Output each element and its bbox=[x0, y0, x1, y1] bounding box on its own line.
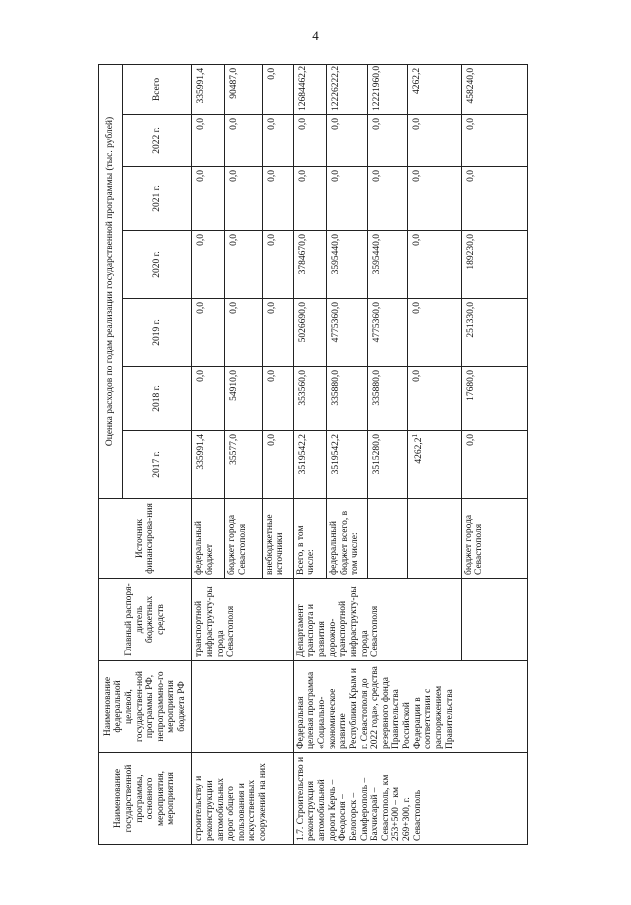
value-cell: 3519542,2 bbox=[326, 431, 367, 499]
value-cell: 335880,0 bbox=[368, 367, 407, 431]
funding-source: внебюджетные источники bbox=[262, 499, 293, 579]
value-cell: 3595440,0 bbox=[326, 231, 367, 299]
value-cell: 0,0 bbox=[326, 115, 367, 167]
value-cell: 0,0 bbox=[192, 299, 225, 367]
rotated-table-container bbox=[98, 65, 528, 845]
value-cell: 4775360,0 bbox=[368, 299, 407, 367]
value-cell: 0,0 bbox=[225, 115, 262, 167]
total-cell: 12226222,2 bbox=[326, 64, 367, 114]
value-cell: 0,0 bbox=[262, 115, 293, 167]
main-manager: транспортной инфраструкту-ры города Севастополя bbox=[192, 579, 294, 661]
table-row bbox=[293, 64, 326, 844]
value-cell: 0,0 bbox=[262, 367, 293, 431]
value-cell: 0,0 bbox=[461, 167, 527, 231]
header-federal-program: Наименование федеральной целевой, государствен-ной программы РФ, непрограммно-го мероприятия бюджета РФ bbox=[99, 661, 192, 753]
value-cell: 0,0 bbox=[407, 367, 461, 431]
value-cell: 17680,0 bbox=[461, 367, 527, 431]
footnote-mark: 1 bbox=[410, 434, 419, 438]
value-cell: 3595440,0 bbox=[368, 231, 407, 299]
value-cell: 0,0 bbox=[225, 167, 262, 231]
value-cell: 0,0 bbox=[407, 299, 461, 367]
item-name: строительству и реконструкции автомобильных дорог общего пользования и искусственных сооружений на них bbox=[192, 753, 294, 845]
value-cell: 0,0 bbox=[368, 167, 407, 231]
value-cell: 5026690,0 bbox=[293, 299, 326, 367]
value-cell: 0,0 bbox=[407, 115, 461, 167]
item-name: 1.7. Строительство и реконструкция автомобильной дороги Керчь – Феодосия – Белогорск – Симферополь – Бахчисарай – Севастополь, км 253+500 – км 269+300, г. Севастополь bbox=[293, 753, 527, 845]
header-year: 2020 г. bbox=[122, 231, 191, 299]
value-cell: 0,0 bbox=[192, 115, 225, 167]
header-main-manager: Главный распоря-дитель бюджетных средств bbox=[99, 579, 192, 661]
main-manager bbox=[461, 579, 527, 661]
value-cell: 4775360,0 bbox=[326, 299, 367, 367]
value-cell: 0,0 bbox=[192, 367, 225, 431]
value-cell: 335991,4 bbox=[192, 431, 225, 499]
value-cell: 189230,0 bbox=[461, 231, 527, 299]
header-row-1 bbox=[99, 64, 123, 844]
value-cell: 0,0 bbox=[368, 115, 407, 167]
value-cell: 0,0 bbox=[407, 231, 461, 299]
value-cell: 4262,2$^1$ bbox=[407, 431, 461, 499]
header-estimate: Оценка расходов по годам реализации государственной программы (тыс. рублей) bbox=[99, 64, 123, 498]
value-cell: 251330,0 bbox=[461, 299, 527, 367]
total-cell: 335991,4 bbox=[192, 64, 225, 114]
value-cell: 35577,0 bbox=[225, 431, 262, 499]
value-cell: 3784670,0 bbox=[293, 231, 326, 299]
value-cell: 0,0 bbox=[407, 167, 461, 231]
value-cell: 0,0 bbox=[461, 115, 527, 167]
value-cell: 0,0 bbox=[262, 299, 293, 367]
total-cell: 12684462,2 bbox=[293, 64, 326, 114]
funding-source: федеральный бюджет bbox=[192, 499, 225, 579]
header-year: 2022 г. bbox=[122, 115, 191, 167]
federal-program bbox=[192, 661, 294, 753]
header-total: Всего bbox=[122, 64, 191, 114]
value-cell: 54910,0 bbox=[225, 367, 262, 431]
header-year: 2019 г. bbox=[122, 299, 191, 367]
value-cell: 0,0 bbox=[262, 231, 293, 299]
funding-source: бюджет города Севастополя bbox=[225, 499, 262, 579]
page-number: 4 bbox=[312, 28, 319, 43]
total-cell: 0,0 bbox=[262, 64, 293, 114]
header-year: 2018 г. bbox=[122, 367, 191, 431]
header-year: 2021 г. bbox=[122, 167, 191, 231]
value-cell: 0,0 bbox=[461, 431, 527, 499]
total-cell: 90487,0 bbox=[225, 64, 262, 114]
funding-source: Всего, в том числе: bbox=[293, 499, 326, 579]
total-cell: 458240,0 bbox=[461, 64, 527, 114]
value-cell: 3519542,2 bbox=[293, 431, 326, 499]
funding-source bbox=[407, 499, 461, 579]
value-cell: 0,0 bbox=[225, 231, 262, 299]
funding-source bbox=[368, 499, 407, 579]
value-cell: 335880,0 bbox=[326, 367, 367, 431]
value-cell: 0,0 bbox=[293, 115, 326, 167]
expenditure-table bbox=[98, 64, 528, 845]
funding-source: федеральный бюджет всего, в том числе: bbox=[326, 499, 367, 579]
header-name: Наименование государственной программы, основного мероприятия, мероприятия bbox=[99, 753, 192, 845]
value-cell: 0,0 bbox=[262, 167, 293, 231]
value-cell: 0,0 bbox=[262, 431, 293, 499]
value-cell: 0,0 bbox=[293, 167, 326, 231]
funding-source: бюджет города Севастополя bbox=[461, 499, 527, 579]
header-funding-source: Источник финансирова-ния bbox=[99, 499, 192, 579]
main-manager: Департамент транспорта и развития дорожно-транспортной инфраструкту-ры города Севастополя bbox=[293, 579, 461, 661]
value-cell: 0,0 bbox=[225, 299, 262, 367]
table-row bbox=[192, 64, 225, 844]
total-cell: 4262,2 bbox=[407, 64, 461, 114]
total-cell: 12221960,0 bbox=[368, 64, 407, 114]
federal-program: Федеральная целевая программа «Социально-экономическое развитие Республики Крым и г. Севастополя до 2022 года», средства резервного фонда Правительства Российской Федерации в соответствии с распоряжением Правительства bbox=[293, 661, 527, 753]
value-cell: 0,0 bbox=[192, 167, 225, 231]
value-cell: 0,0 bbox=[326, 167, 367, 231]
value-cell: 3515280,0 bbox=[368, 431, 407, 499]
header-year: 2017 г. bbox=[122, 431, 191, 499]
value-cell: 0,0 bbox=[192, 231, 225, 299]
value-cell: 353560,0 bbox=[293, 367, 326, 431]
